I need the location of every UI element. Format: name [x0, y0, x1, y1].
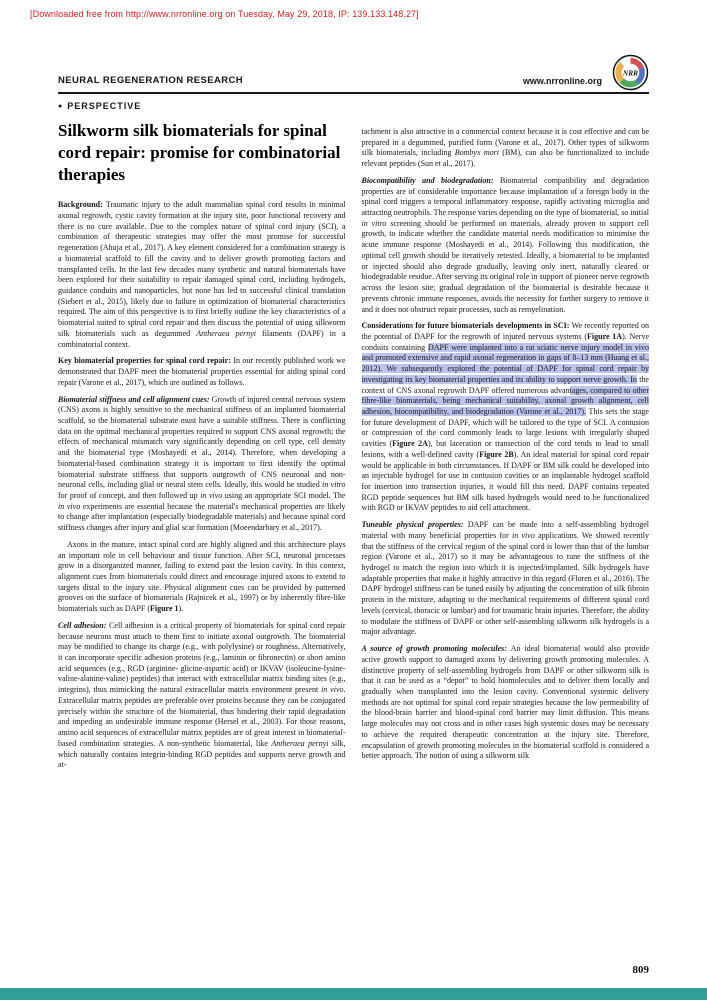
text-segment: Figure 2A [392, 439, 428, 449]
text-segment: Figure 1 [150, 604, 179, 614]
text-segment: Growth of injured central nervous system (CNS) axons is highly sensitive to the mechanical stiffness of an implanted biomaterial scaffold, so the biomaterial substrate must have a suitable stiffness. There is conflicting data on the optimal mechanical properties required to support CNS axonal regrowth; the effects of mechanical mismatch vary significantly depending on cell type, cell density and the biomaterial type (Moshayedi et al., 2014). Therefore, when developing a biomaterial-based combination strategy it is important to first identify the optimal biomaterial substrate stiffness that supports outgrowth of CNS neuronal and non-neuronal cells, including glial or neural stem cells. Ideally, this would be studied [58, 394, 346, 490]
text-segment: in vitro [361, 218, 387, 228]
bottom-bar [0, 988, 707, 1000]
text-segment: ). [178, 604, 184, 614]
text-segment: for proof of concept, and then followed up [58, 490, 201, 500]
text-segment: using an appropriate SCI model. The [222, 490, 346, 500]
text-segment: Considerations for future biomaterials developments in SCI: [361, 321, 572, 331]
text-segment: Biomaterial stiffness and cell alignment cues: [58, 394, 212, 404]
text-segment: Traumatic injury to the adult mammalian spinal cord results in minimal axonal regrowth, cystic cavity formation at the injury site, poor functional recovery and there is no cure available. Due to the complex nature of spinal cord injury (SCI), a combination of therapeutic strategies may offer the most promise for successful regeneration (Ahuja et al., 2017). A key element considered for a combination strategy is a biomaterial scaffold to fill the cavity and to deliver growth promoting factors and transplanted cells. In the last few decades many synthetic and natural biomaterials have been explored for their suitability to repair damaged spinal cord, including hydrogels, guidance conduits and nanoparticles, but none has led to successful clinical translation (Siebert et al., 2015), likely due to failure in optimization of biomaterial characteristics required. The aim of this perspective is to first briefly outline the key characteristics of a biomaterial suited to spinal cord repair and then discuss the potential of using silkworm silk biomaterials such as degummed [58, 200, 346, 338]
text-segment: applications. We showed recently that the stiffness of the cervical region of the spinal cord is lower than that of the lumbar region (Varone et al., 2017) so it may be advantageous to tune the stiffness of the hydrogel to match the region into which it is injected/implanted. Silk hydrogels have adaptable properties that make it highly attractive in this regard (Floren et al., 2016). The DAPF hydrogel stiffness can be tuned easily by adjusting the concentration of silk fibroin protein in the mixture, adapting to the mechanical requirements of different spinal cord levels (cervical, thoracic or lumbar) and for traumatic brain injuries. Therefore, the ability to modulate the stiffness of DAPF or other self-assembling silkworm silk hydrogels is a major advantage. [361, 530, 650, 637]
text-segment: experiments are essential because the material's mechanical properties are likely to change after implantation (especially biodegradable materials) and because spinal cord stiffness changes after injury and glial scar formation (Moeendarbary et al., 2017). [58, 501, 346, 533]
text-segment: ). Nerve conduits containing [361, 331, 649, 352]
section-bullet-icon: ● [58, 101, 63, 110]
text-segment: . Extracellular matrix peptides are preferable over proteins because they can be conjugated precisely within the structure of the biomaterial, thus hindering their rapid degradation and impeding an undesirable immune response (Hersel et al., 2003). For those reasons, amino acid sequences of extracellular matrix peptides are of great interest in biomaterial-based combination strategies. A non-synthetic biomaterial, like [58, 685, 346, 748]
nrr-logo-icon [612, 54, 649, 91]
article-columns [58, 120, 649, 777]
download-banner: [Downloaded free from http://www.nrronline.org on Tuesday, May 29, 2018, IP: 139.133.148.27] [30, 9, 419, 19]
article-title: Silkworm silk biomaterials for spinal cord repair: promise for combinatorial therapies [58, 121, 341, 185]
paragraph [58, 200, 346, 350]
text-segment: A source of growth promoting molecules: [361, 644, 511, 654]
text-segment: Figure 1A [587, 331, 623, 341]
text-segment: Key biomaterial properties for spinal cord repair: [58, 356, 234, 366]
text-segment: in vivo [321, 685, 344, 695]
text-segment: Antheraea pernyi [271, 738, 329, 748]
paragraph [362, 644, 650, 762]
paragraph [58, 356, 346, 388]
text-segment: This sets the stage for future development of DAPF, which will be tailored to the type of SCI. A contusion or compression of the cord commonly leads to large lesions with irregularly shaped cavities ( [361, 406, 649, 449]
paragraph [362, 176, 650, 315]
text-segment: An ideal biomaterial would also provide active growth support to damaged axons by delivering growth promoting molecules. A distinctive property of self-assembling hydrogels from DAPF or other silkworm silk is that it can be used as a “depot” to hold biomolecules and to deliver them locally and gradually when transplanted into the lesion cavity. Conventional systemic delivery methods are not optimal for spinal cord repair strategies because the low permeability of the blood-brain barrier and blood-spinal cord barrier may limit diffusion. This means large molecules may not cross and in other cases high systemic doses may be necessary to achieve the required therapeutic concentration at the injury site. Therefore, encapsulation of growth promoting molecules in the biomaterial scaffold is considered a better approach. The notion of using a silkworm silk [361, 644, 650, 761]
page-number: 809 [632, 964, 649, 976]
text-segment: Antheraea pernyi [196, 328, 256, 338]
text-segment: DAPF can be made into a self-assembling hydrogel material with many beneficial properties for [361, 520, 649, 540]
text-segment: Background: [58, 200, 106, 210]
text-segment: in vivo [512, 530, 535, 540]
text-segment: In our recently published work we demonstrated that DAPF meet the biomaterial properties essential for aiding spinal cord repair (Varone et al., 2017), which are outlined as follows. [58, 356, 346, 387]
highlighted-text-segment: DAPF were implanted into a rat sciatic nerve injury model in vivo and promoted extensive and rapid axonal regeneration in gaps of 8–13 mm (Huang et al., 2012). We subsequently explored the potential of DAPF for spinal cord repair by investigating its key biomaterial properties and its ability to support nerve growth. In [361, 342, 650, 384]
column-right [362, 120, 650, 777]
text-segment: ), but laceration or transection of the cord tends to lead to small lesions, with a well-defined cavity ( [361, 439, 649, 459]
header-right [523, 54, 649, 90]
right-paragraphs [362, 127, 650, 762]
text-segment: tachment is also attractive in a commercial context because it is cost effective and can be prepared in a degummed, purified form (Varone et al., 2017). Other types of silkworm silk biomaterials, including [361, 127, 649, 158]
text-segment: Cell adhesion is a critical property of biomaterials for spinal cord repair because neurons must attach to them first to initiate axonal outgrowth. The biomaterial may be modified to change its charge (e.g., with polylysine) or roughness. Alternatively, it can incorporate specific adhesion proteins (e.g., laminin or fibronectin) or short amino acid sequences (e.g., RGD (arginine- glicine-aspartic acid) or IKVAV (isoleucine-lysine-valine-alanine-valine) peptides) that interact with extracellular matrix binding sites (e.g., integrins), thus mimicking the natural extracellular matrix environment present [58, 620, 346, 695]
text-segment: Biomaterial compatibility and degradation properties are of considerable importance because implantation of a foreign body in the spinal cord triggers a temporal inflammatory response, rapidly activating microglia and attracting neutrophils. The response varies depending on the type of biomaterial, so initial [361, 175, 649, 218]
text-segment: ). An ideal material for spinal cord repair would be applicable in both circumstances. If DAPF or BM silk could be developed into an injectable hydrogel for use in contusion cavities or an implantable hydrogel scaffold for insertion into transection injuries, it would fill this need. DAPF contains repeated RGD peptide sequences but BM silk based hydrogels would need to be functionalized with RGD or IKVAV peptides to aid cell attachment. [361, 449, 649, 513]
paragraph [362, 127, 650, 170]
paragraph [58, 395, 346, 534]
paragraph [58, 540, 346, 615]
paragraph [362, 520, 650, 638]
page-header [58, 54, 649, 94]
journal-name: NEURAL REGENERATION RESEARCH [58, 75, 244, 86]
text-segment: Axons in the mature, intact spinal cord are highly aligned and this architecture plays an important role in cell behaviour and tissue function. After SCI, neuronal processes grow in a disorganized manner, failing to extend past the lesion cavity. In this context, alignment cues from biomaterials could direct and encourage injured axons to extend to targets distal to the injury site. Physical alignment cues can be provided by patterned grooves on the surface of biomaterials (Rajnicek et al., 1997) or by inherently fibre-like biomaterials such as DAPF ( [58, 539, 346, 614]
column-left [58, 120, 346, 777]
nrr-logo-text: NRR [622, 68, 639, 78]
text-segment: Bombyx mori [454, 148, 499, 158]
text-segment: Cell adhesion: [58, 620, 110, 630]
text-segment: in vivo [58, 501, 81, 511]
journal-website: www.nrronline.org [522, 76, 602, 86]
highlighted-text-segment: tages, compared to other fibre-like biomaterials, being mechanical suitability, axonal growth alignment, cell adhesion, biocompatibility, and biodegradation (Varone et al., 2017). [361, 385, 650, 416]
text-segment: the context of CNS axonal regrowth DAPF offered numerous advan [361, 374, 649, 395]
text-segment: Biocompatibility and biodegradation: [361, 175, 500, 185]
text-segment: Tuneable physical properties: [361, 520, 468, 530]
paragraph [362, 321, 650, 514]
text-segment: silk, which naturally contains integrin-binding RGD peptides and supports nerve growth and at- [58, 738, 346, 770]
text-segment: We recently reported on the potential of DAPF for the regrowth of injured nervous systems ( [361, 321, 649, 341]
text-segment: in vivo [200, 490, 223, 500]
left-paragraphs [58, 200, 346, 771]
section-label-row [58, 101, 649, 111]
section-label: PERSPECTIVE [67, 101, 142, 111]
text-segment: filaments (DAPF) in a combinatorial context. [58, 328, 346, 349]
text-segment: (BM), can also be functionalized to include relevant peptides (Sun et al., 2017). [361, 148, 649, 169]
paragraph [58, 621, 346, 771]
text-segment: Figure 2B [479, 449, 514, 459]
text-segment: screening should be performed on materials, already proven to support cell growth, to indicate whether the candidate material needs modification to minimise the acute immune response (Moshayedi et al., 2014). Following this modification, the optimal cell growth should be iteratively retested. Ideally, a biomaterial to be implanted or injected should also degrade gradually, leaving only inert, naturally cleared or biodegradable residue. After serving its original role in support of pioneer nerve regrowth across the lesion site; gradual degradation of the biomaterial is desirable because it prevents chronic immune responses, avoids the necessity for further surgery to remove it and it does not obstruct repair processes, such as remyelination. [361, 218, 649, 314]
text-segment: in vitro [322, 480, 346, 490]
